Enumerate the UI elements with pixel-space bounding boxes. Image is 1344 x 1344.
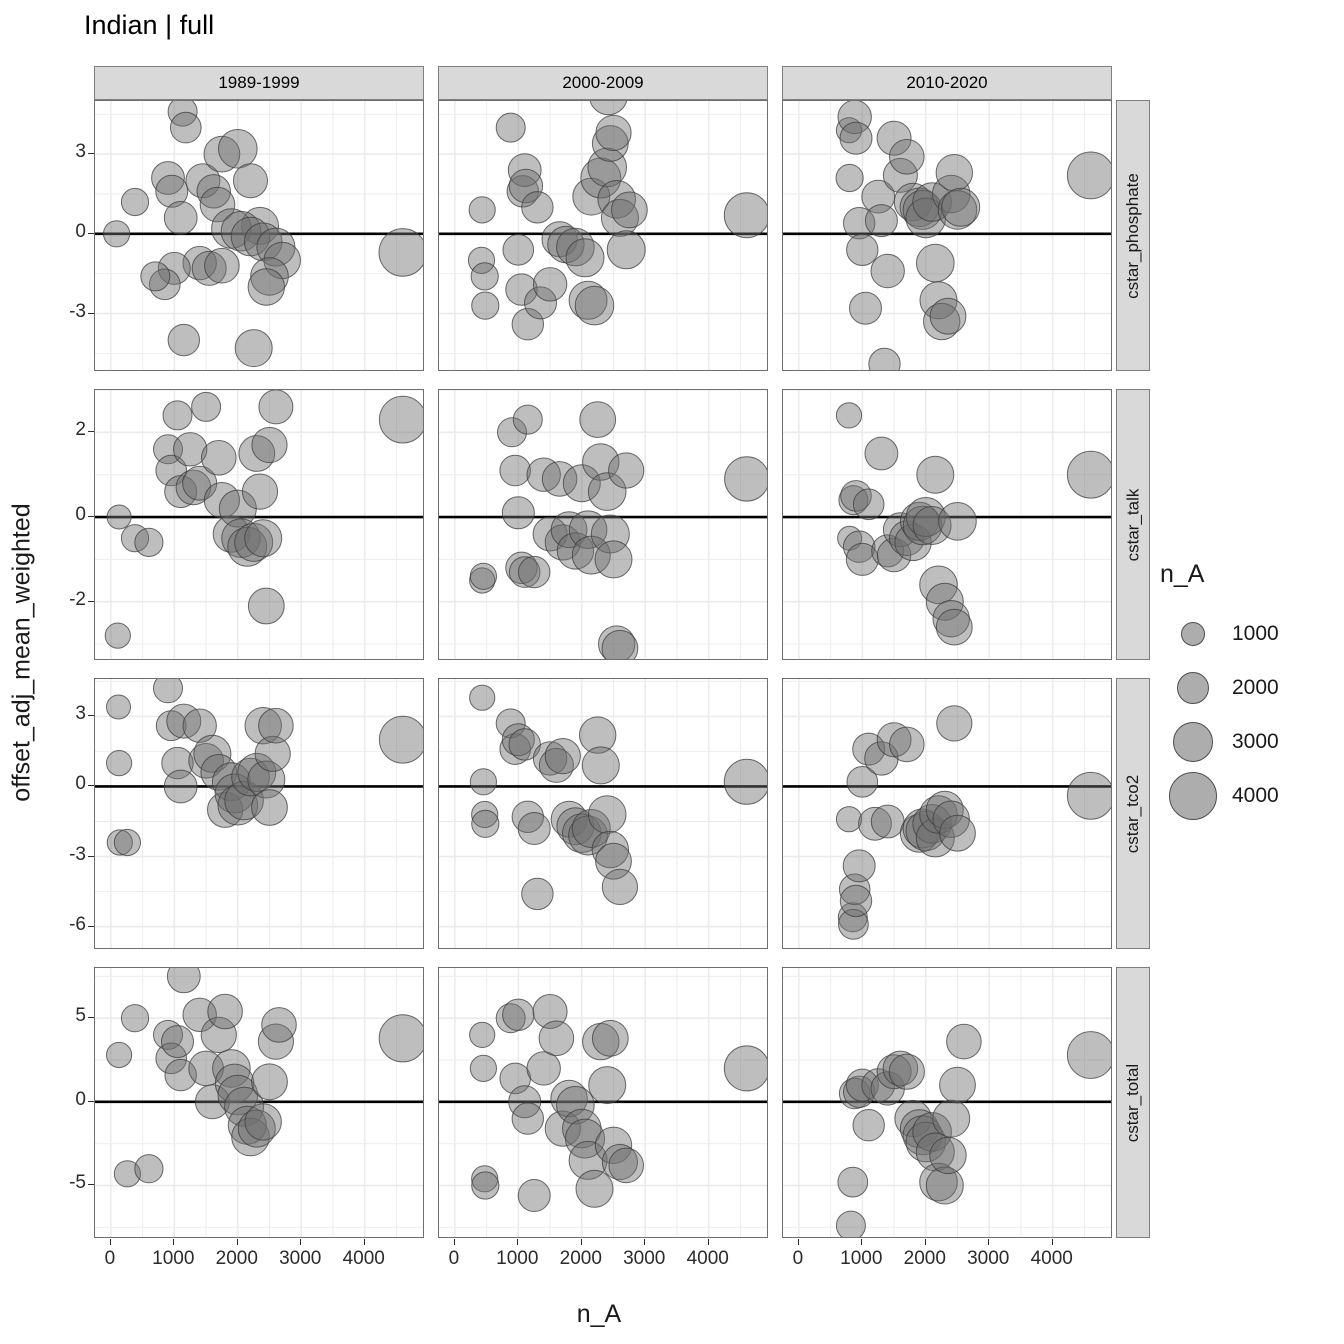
x-tick-mark [925, 1239, 926, 1245]
x-tick-label: 4000 [686, 1248, 729, 1269]
y-tick-mark [88, 715, 94, 716]
legend-label: 3000 [1232, 730, 1279, 753]
legend-item [1160, 661, 1335, 715]
x-tick-label: 1000 [840, 1248, 883, 1269]
legend-bubble-icon [1177, 672, 1209, 704]
legend-bubble-icon [1181, 622, 1205, 646]
facet-panel [782, 389, 1112, 660]
x-tick-label: 1000 [496, 1248, 539, 1269]
facet-panel [438, 967, 768, 1238]
x-tick-mark [517, 1239, 518, 1245]
y-tick-label: -3 [69, 843, 86, 865]
y-tick-mark [88, 516, 94, 517]
x-tick-label: 0 [448, 1248, 460, 1269]
x-tick-mark [708, 1239, 709, 1245]
legend-key [1160, 672, 1226, 704]
facet-row-strip: cstar_phosphate [1116, 100, 1150, 371]
facet-panel [94, 100, 424, 371]
facet-row-strip: cstar_total [1116, 967, 1150, 1238]
x-axis-label: n_A [576, 1300, 622, 1328]
legend-item [1160, 769, 1335, 823]
x-tick-mark [1052, 1239, 1053, 1245]
facet-panel [438, 678, 768, 949]
y-axis-label: offset_adj_mean_weighted [7, 502, 36, 802]
x-tick-mark [581, 1239, 582, 1245]
y-tick-label: 0 [75, 504, 86, 526]
legend-key [1160, 622, 1226, 646]
x-tick-mark [798, 1239, 799, 1245]
x-tick-label: 1000 [152, 1248, 195, 1269]
x-tick-mark [644, 1239, 645, 1245]
legend-bubble-icon [1169, 772, 1217, 820]
y-tick-label: -2 [69, 588, 86, 610]
facet-col-strip: 2000-2009 [438, 66, 768, 100]
y-tick-mark [88, 926, 94, 927]
y-tick-label: 0 [75, 220, 86, 242]
facet-panel [782, 100, 1112, 371]
x-tick-label: 3000 [967, 1248, 1010, 1269]
y-tick-label: -6 [69, 913, 86, 935]
y-tick-mark [88, 313, 94, 314]
x-tick-mark [300, 1239, 301, 1245]
facet-panel [782, 678, 1112, 949]
x-tick-label: 0 [104, 1248, 116, 1269]
legend-bubble-icon [1173, 722, 1213, 762]
facet-row-strip: cstar_talk [1116, 389, 1150, 660]
x-tick-label: 3000 [623, 1248, 666, 1269]
x-tick-label: 2000 [559, 1248, 602, 1269]
y-tick-mark [88, 1184, 94, 1185]
legend-item [1160, 607, 1335, 661]
x-tick-label: 3000 [279, 1248, 322, 1269]
legend-label: 1000 [1232, 622, 1279, 645]
y-tick-label: 3 [75, 703, 86, 725]
x-tick-label: 4000 [342, 1248, 385, 1269]
x-tick-label: 2000 [215, 1248, 258, 1269]
facet-panel [782, 967, 1112, 1238]
legend-label: 4000 [1232, 784, 1279, 807]
facet-panel [94, 678, 424, 949]
x-tick-mark [173, 1239, 174, 1245]
facet-panel [94, 967, 424, 1238]
facet-panel [94, 389, 424, 660]
facet-panel [438, 389, 768, 660]
plot-area [69, 62, 1143, 1312]
x-tick-label: 2000 [903, 1248, 946, 1269]
legend-title: n_A [1160, 560, 1205, 588]
y-tick-mark [88, 431, 94, 432]
y-tick-label: 2 [75, 419, 86, 441]
y-tick-mark [88, 1017, 94, 1018]
y-tick-label: -5 [69, 1172, 86, 1194]
y-tick-label: 0 [75, 773, 86, 795]
x-tick-mark [988, 1239, 989, 1245]
x-tick-mark [237, 1239, 238, 1245]
x-tick-label: 0 [792, 1248, 804, 1269]
legend-key [1160, 722, 1226, 762]
y-tick-label: -3 [69, 300, 86, 322]
legend [1160, 560, 1335, 823]
legend-item [1160, 715, 1335, 769]
legend-key [1160, 772, 1226, 820]
facet-col-strip: 1989-1999 [94, 66, 424, 100]
y-tick-label: 3 [75, 141, 86, 163]
facet-col-strip: 2010-2020 [782, 66, 1112, 100]
y-tick-mark [88, 153, 94, 154]
page-title: Indian | full [84, 10, 215, 40]
y-tick-label: 0 [75, 1088, 86, 1110]
x-tick-mark [110, 1239, 111, 1245]
x-tick-mark [861, 1239, 862, 1245]
y-tick-mark [88, 1101, 94, 1102]
facet-grid [69, 62, 1143, 1312]
y-tick-mark [88, 233, 94, 234]
x-tick-mark [454, 1239, 455, 1245]
x-tick-mark [364, 1239, 365, 1245]
y-tick-mark [88, 856, 94, 857]
facet-row-strip: cstar_tco2 [1116, 678, 1150, 949]
x-tick-label: 4000 [1030, 1248, 1073, 1269]
y-tick-label: 5 [75, 1005, 86, 1027]
facet-panel [438, 100, 768, 371]
y-tick-mark [88, 785, 94, 786]
y-tick-mark [88, 601, 94, 602]
legend-label: 2000 [1232, 676, 1279, 699]
